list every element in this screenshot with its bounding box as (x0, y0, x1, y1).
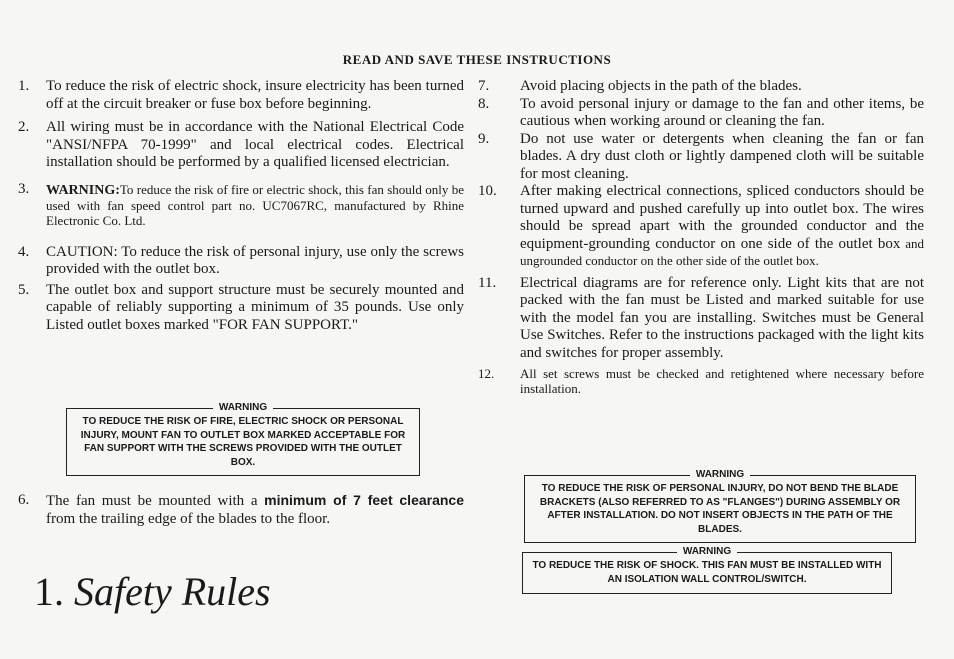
list-item-9 (478, 131, 924, 184)
list-item-1 (18, 78, 464, 113)
section-title-text: Safety Rules (74, 569, 271, 614)
item-text: Avoid placing objects in the path of the blades. (520, 78, 802, 94)
warning-box-blade-brackets (524, 469, 916, 543)
page-header: READ AND SAVE THESE INSTRUCTIONS (342, 52, 612, 67)
item-text-small: and ungrounded conductor on the other side of the outlet box. (520, 235, 924, 268)
list-item-8 (478, 96, 924, 131)
list-item-3 (18, 182, 464, 228)
item-text: The fan must be mounted with a (46, 493, 265, 509)
item-text: The outlet box and support structure must be securely mounted and capable of reliably supporting a minimum of 35 pounds. Use only Listed outlet boxes marked "FOR FAN SUPPORT." (46, 281, 464, 333)
item-number: 11. (478, 274, 497, 291)
item-text: After making electrical connections, spliced conductors should be turned upward and pushed carefully up into outlet box. The wires should be spread apart with the grounded conductor and the equipment-grounding conductor on one side of the outlet box (520, 183, 924, 252)
item-number: 4. (18, 243, 30, 260)
item-text: To reduce the risk of fire or electric shock, this fan should only be used with fan speed control part no. UC7067RC, manufactured by Rhine Electronic Co. Ltd. (46, 181, 464, 228)
left-column (18, 78, 464, 334)
warning-text: TO REDUCE THE RISK OF PERSONAL INJURY, DO NOT BEND THE BLADE BRACKETS (ALSO REFERRED TO AS "FLANGES") DURING ASSEMBLY OR AFTER INSTALLATION. DO NOT INSERT OBJECTS IN THE PATH OF THE BLADES. (539, 483, 901, 535)
warning-box-isolation-switch (522, 546, 892, 594)
item-number: 2. (18, 119, 30, 135)
item-text: To avoid personal injury or damage to the fan and other items, be cautious when working around or cleaning the fan. (520, 95, 924, 129)
item-number: 1. (18, 78, 30, 94)
list-item-7 (478, 78, 924, 96)
item-number: 3. (18, 180, 30, 197)
item-number: 6. (18, 492, 30, 508)
item-text: Electrical diagrams are for reference only. Light kits that are not packed with the fan must be Listed and marked suitable for use with the model fan you are installing. Switches must be General Use Switches. Refer to the instructions packaged with the light kits and switches for proper assembly. (520, 274, 924, 361)
warning-title: WARNING (677, 546, 737, 557)
item-number: 9. (478, 130, 490, 147)
item-number: 12. (478, 366, 495, 381)
item-text: All set screws must be checked and retightened where necessary before installation. (520, 366, 924, 396)
list-item-4 (18, 244, 464, 279)
warning-text: TO REDUCE THE RISK OF SHOCK. THIS FAN MUST BE INSTALLED WITH AN ISOLATION WALL CONTROL/SWITCH. (532, 560, 882, 585)
item-number: 8. (478, 95, 490, 112)
list-item-10 (478, 183, 924, 271)
warning-label: WARNING: (46, 182, 120, 198)
item-text: Do not use water or detergents when cleaning the fan or fan blades. A dry dust cloth or lightly dampened cloth will be suitable for most cleaning. (520, 130, 924, 182)
warning-box-fan-support (66, 402, 420, 476)
item-text-end: from the trailing edge of the blades to the floor. (46, 510, 331, 527)
list-item-6 (18, 492, 464, 528)
list-item-12 (478, 366, 924, 396)
list-item-11 (478, 275, 924, 363)
list-item-2 (18, 119, 464, 172)
clearance-emphasis: minimum of 7 feet clearance (264, 492, 465, 508)
section-number: 1. (34, 569, 64, 614)
section-title (34, 568, 271, 615)
warning-title: WARNING (690, 469, 750, 480)
left-column-lower (18, 492, 464, 528)
item-text: To reduce the risk of electric shock, insure electricity has been turned off at the circuit breaker or fuse box before beginning. (46, 78, 464, 112)
warning-title: WARNING (213, 402, 273, 413)
item-number: 5. (18, 281, 30, 298)
warning-text: TO REDUCE THE RISK OF FIRE, ELECTRIC SHOCK OR PERSONAL INJURY, MOUNT FAN TO OUTLET BOX MARKED ACCEPTABLE FOR FAN SUPPORT WITH THE SCREWS PROVIDED WITH THE OUTLET BOX. (80, 416, 406, 468)
item-text: All wiring must be in accordance with the National Electrical Code "ANSI/NFPA 70-1999" and local electrical codes. Electrical installation should be performed by a qualified licensed electrician. (46, 119, 464, 170)
list-item-5 (18, 282, 464, 335)
item-number: 10. (478, 183, 497, 199)
item-text: CAUTION: To reduce the risk of personal injury, use only the screws provided with the outlet box. (46, 243, 464, 277)
item-number: 7. (478, 78, 490, 94)
right-column (478, 78, 924, 396)
